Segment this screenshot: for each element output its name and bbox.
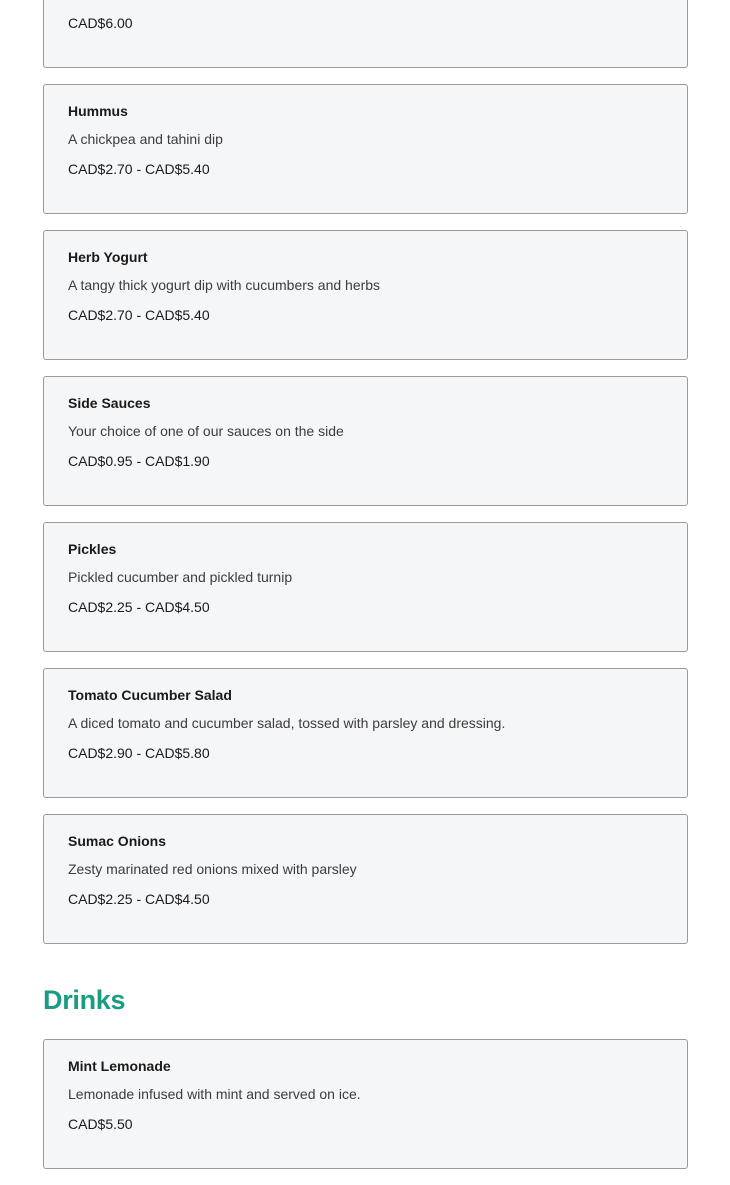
menu-item-price: CAD$2.25 - CAD$4.50	[68, 891, 210, 907]
menu-item-price: CAD$2.70 - CAD$5.40	[68, 307, 210, 323]
menu-item-card[interactable]	[43, 376, 688, 506]
menu-item-card[interactable]	[43, 84, 688, 214]
menu-item-card[interactable]	[43, 814, 688, 944]
menu-item-name: Hummus	[68, 103, 128, 119]
menu-item-card[interactable]	[43, 1039, 688, 1169]
menu-item-description	[68, 0, 663, 2]
menu-item-description: Your choice of one of our sauces on the side	[68, 423, 344, 439]
menu-item-name: Pickles	[68, 541, 117, 557]
menu-item-description: Zesty marinated red onions mixed with parsley	[68, 861, 357, 877]
menu-item-description: Pickled cucumber and pickled turnip	[68, 569, 293, 585]
menu-item-name: Side Sauces	[68, 395, 151, 411]
menu-item-price: CAD$2.90 - CAD$5.80	[68, 745, 210, 761]
menu-item-name: Sumac Onions	[68, 833, 167, 849]
section-heading-drinks: Drinks	[43, 985, 126, 1015]
menu-item-description: A diced tomato and cucumber salad, tossed with parsley and dressing.	[68, 715, 506, 731]
menu-item-description: A tangy thick yogurt dip with cucumbers and herbs	[68, 277, 381, 293]
menu-item-price: CAD$5.50	[68, 1116, 133, 1132]
menu-item-card[interactable]	[43, 230, 688, 360]
menu-item-card[interactable]	[43, 668, 688, 798]
menu-item-description: Lemonade infused with mint and served on ice.	[68, 1086, 361, 1102]
menu-item-card[interactable]	[43, 0, 688, 68]
menu-list	[43, 0, 688, 1185]
menu-item-price: CAD$0.95 - CAD$1.90	[68, 453, 210, 469]
menu-item-card[interactable]	[43, 522, 688, 652]
menu-item-price: CAD$2.25 - CAD$4.50	[68, 599, 210, 615]
menu-item-price: CAD$6.00	[68, 15, 133, 31]
menu-item-description: A chickpea and tahini dip	[68, 131, 223, 147]
menu-item-name: Herb Yogurt	[68, 249, 148, 265]
menu-item-name: Mint Lemonade	[68, 1058, 171, 1074]
menu-item-name: Tomato Cucumber Salad	[68, 687, 232, 703]
menu-item-price: CAD$2.70 - CAD$5.40	[68, 161, 210, 177]
